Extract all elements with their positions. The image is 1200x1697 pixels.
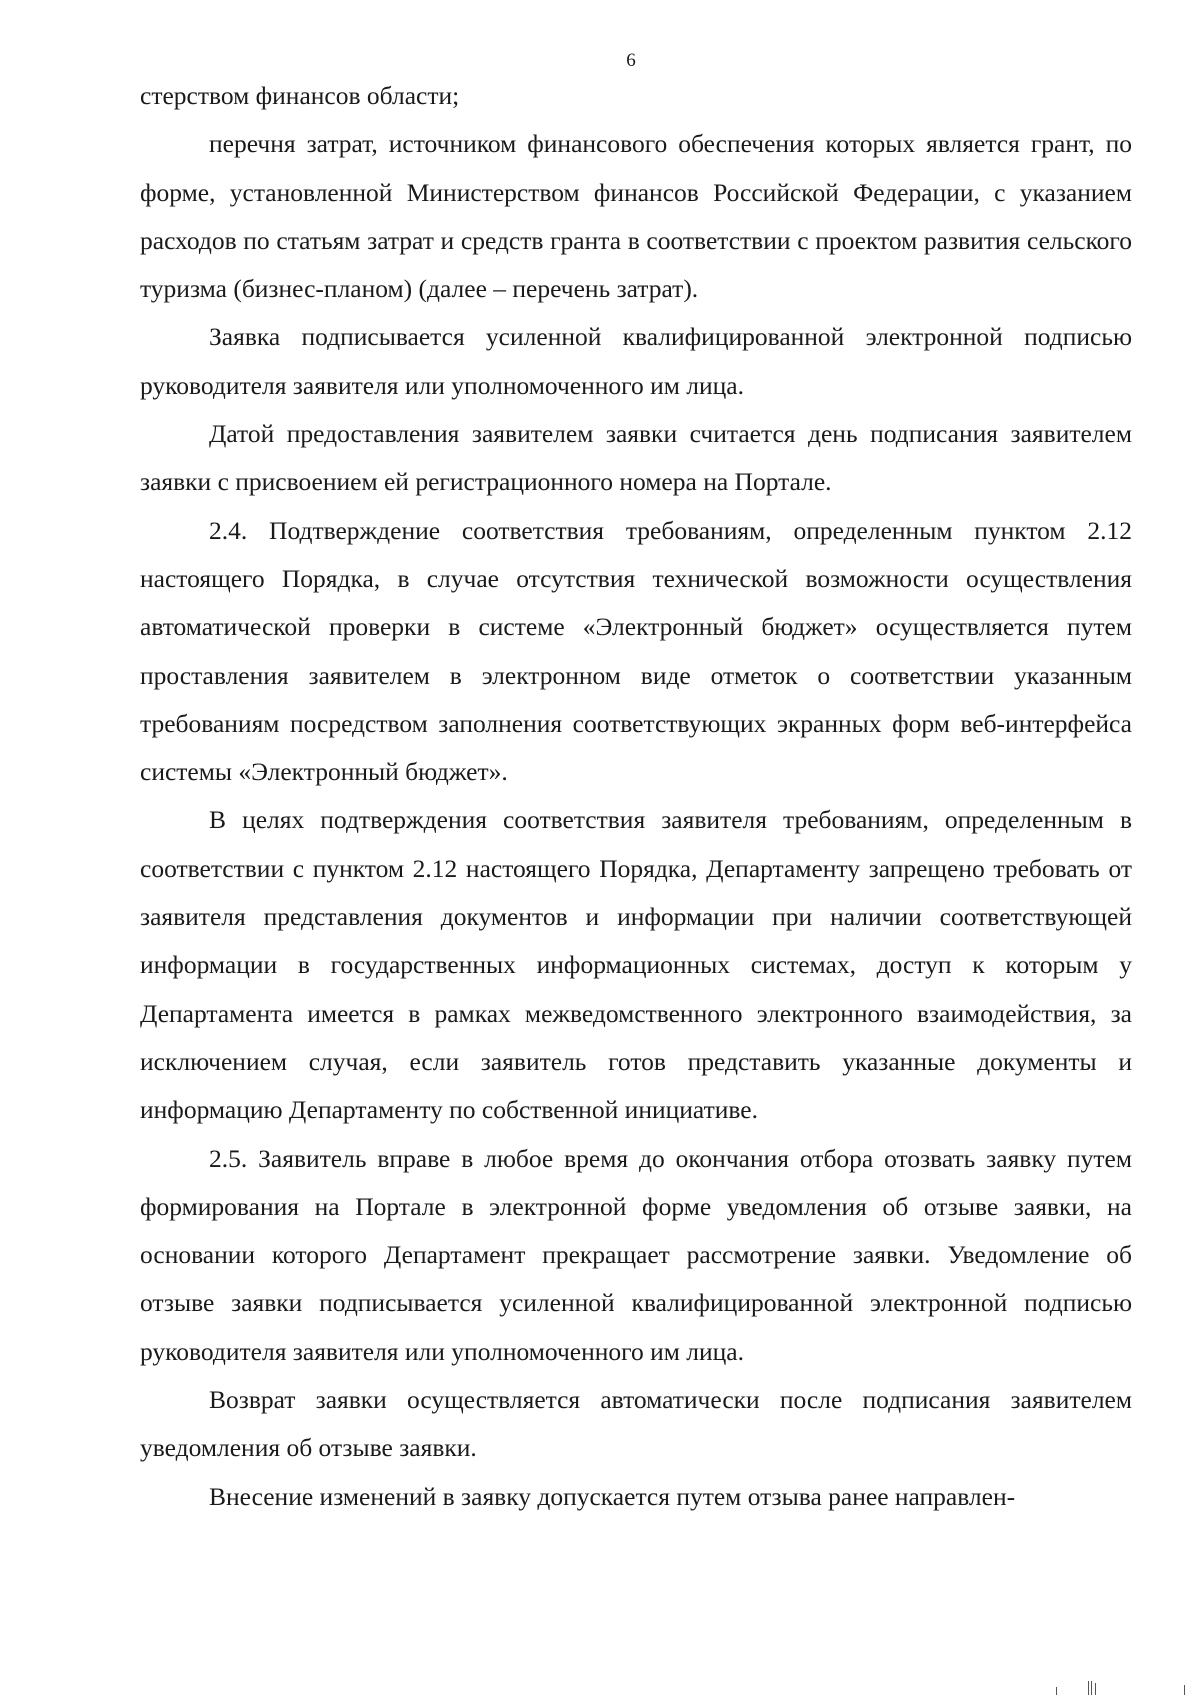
- paragraph: В целях подтверждения соответствия заявителя требованиям, определенным в соответствии с пунктом 2.12 настоящего Порядка, Департаменту запрещено требовать от заявителя представления документов и информации при наличии соответствующей информации в государственных информационных системах, доступ к которым у Департамента имеется в рамках межведомственного электронного взаимодействия, за исключением случая, если заявитель готов представить указанные документы и информацию Департаменту по собственной инициативе.: [140, 805, 1132, 1125]
- paragraph: Датой предоставления заявителем заявки считается день подписания заявителем заявки с присвоением ей регистрационного номера на Портале.: [140, 419, 1132, 497]
- paragraph: Внесение изменений в заявку допускается путем отзыва ранее направлен-: [209, 1481, 1016, 1511]
- paragraph: стерством финансов области;: [140, 81, 460, 110]
- paragraph: 2.5. Заявитель вправе в любое время до окончания отбора отозвать заявку путем формирования на Портале в электронной форме уведомления об отзыве заявки, на основании которого Департамент прекращает рассмотрение заявки. Уведомление об отзыве заявки подписывается усиленной квалифицированной электронной подписью руководителя заявителя или уполномоченного им лица.: [140, 1143, 1132, 1366]
- paragraph: 2.4. Подтверждение соответствия требованиям, определенным пунктом 2.12 настоящего Порядка, в случае отсутствия технической возможности осуществления автоматической проверки в системе «Электронный бюджет» осуществляется путем проставления заявителем в электронном виде отметок о соответствии указанным требованиям посредством заполнения соответствующих экранных форм веб-интерфейса системы «Электронный бюджет».: [140, 515, 1132, 787]
- scan-edge-marks: [1044, 1679, 1194, 1695]
- page-number: 6: [626, 50, 636, 71]
- paragraph: Заявка подписывается усиленной квалифицированной электронной подписью руководителя заявителя или уполномоченного им лица.: [140, 322, 1132, 400]
- document-body: [140, 72, 1132, 1521]
- paragraph: Возврат заявки осуществляется автоматически после подписания заявителем уведомления об отзыве заявки.: [140, 1385, 1132, 1463]
- paragraph: перечня затрат, источником финансового обеспечения которых является грант, по форме, установленной Министерством финансов Российской Федерации, с указанием расходов по статьям затрат и средств гранта в соответствии с проектом развития сельского туризма (бизнес-планом) (далее – перечень затрат).: [140, 129, 1132, 304]
